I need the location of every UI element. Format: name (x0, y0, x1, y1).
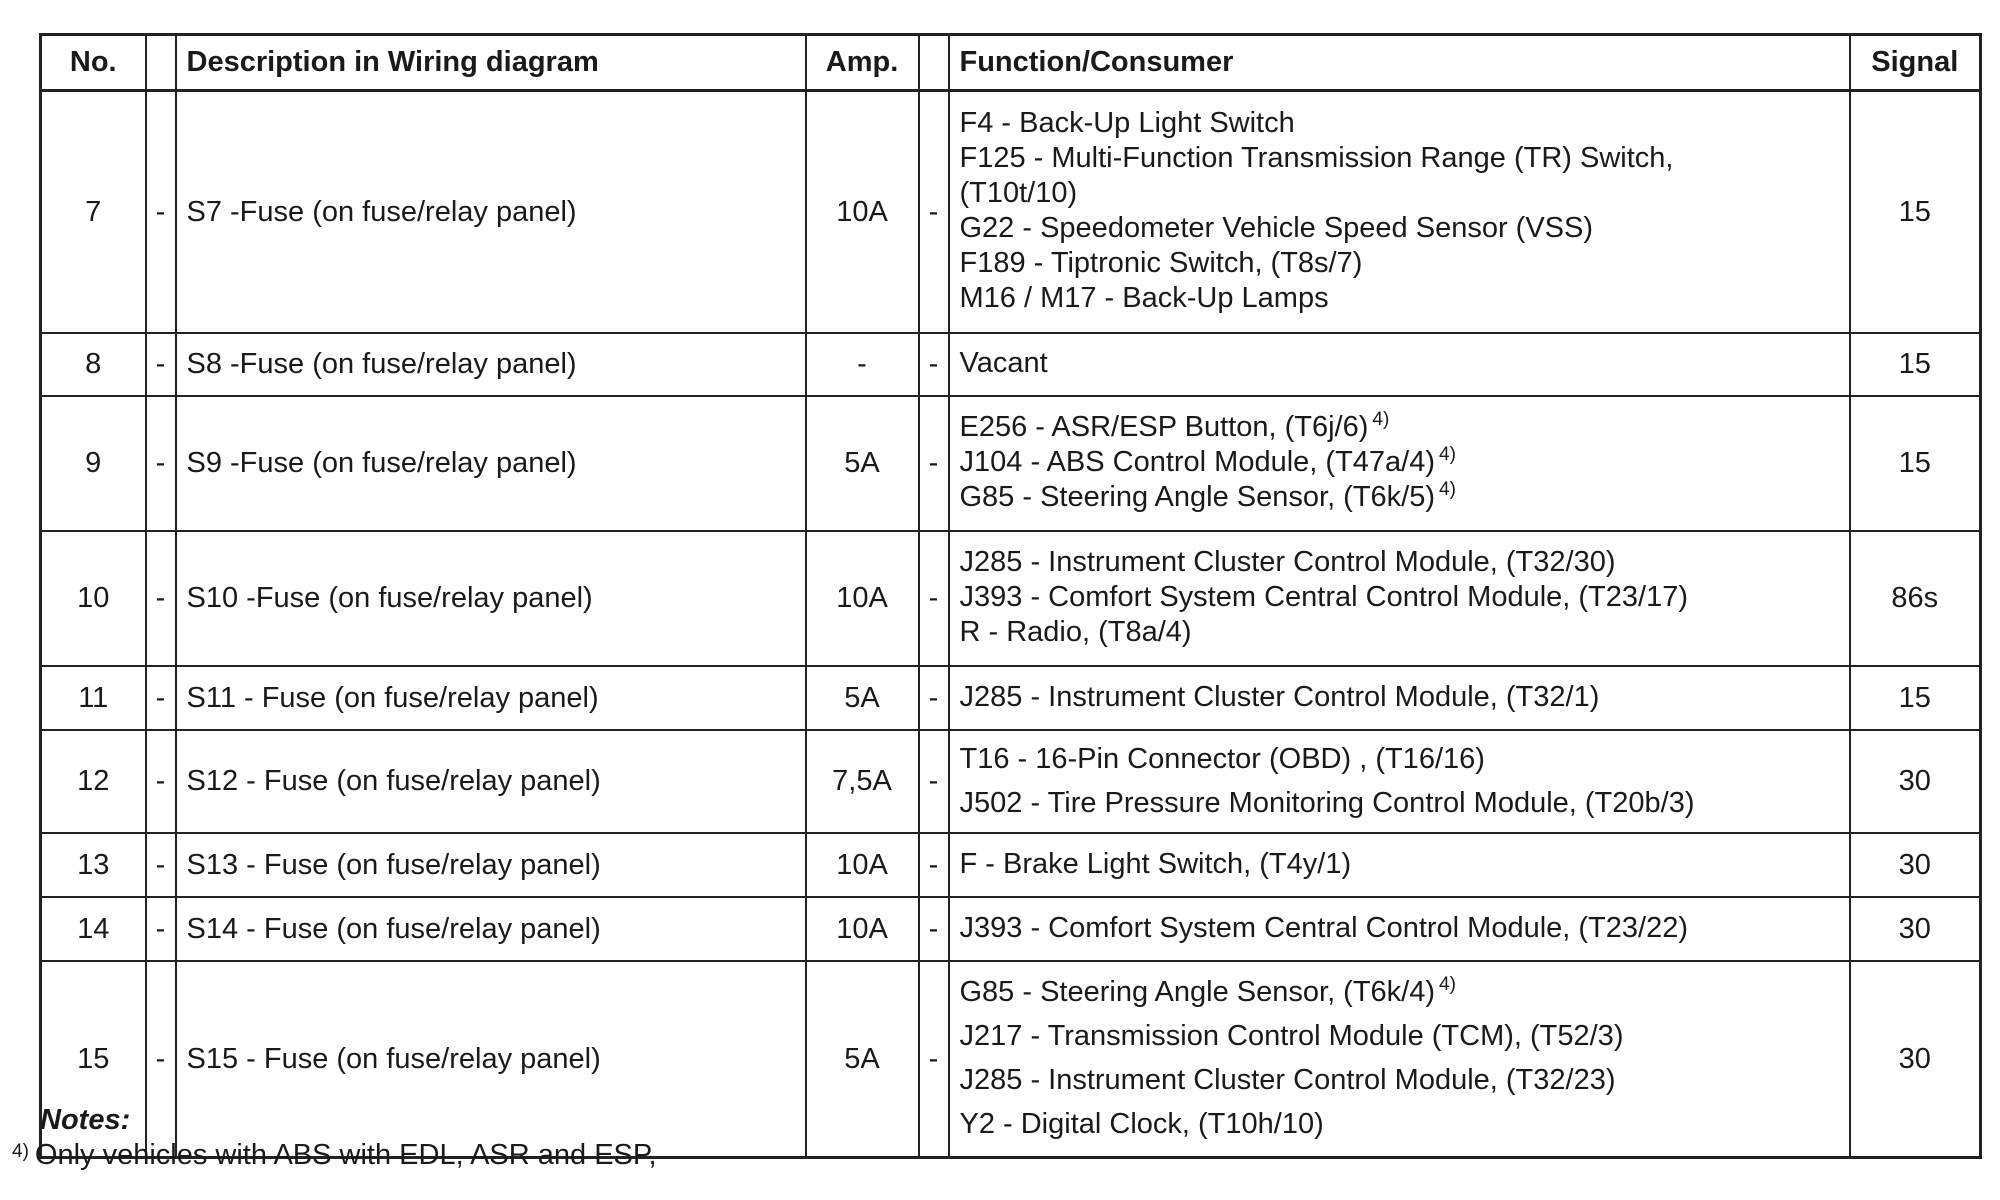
dash-cell: - (919, 396, 949, 531)
signal-value: 30 (1850, 961, 1981, 1158)
dash-cell: - (919, 897, 949, 961)
footnote-ref: 4) (1439, 444, 1456, 465)
function-line: J104 - ABS Control Module, (T47a/4) $^{4)}$ (959, 444, 1456, 478)
dash-cell: - (146, 531, 176, 666)
function-line: R - Radio, (T8a/4) (959, 616, 1192, 648)
fuse-description: S7 -Fuse (on fuse/relay panel) (176, 91, 806, 334)
header-dash (146, 35, 176, 91)
fuse-number: 14 (41, 897, 146, 961)
signal-value: 30 (1850, 897, 1981, 961)
fuse-amperage: 10A (806, 91, 919, 334)
function-line: F4 - Back-Up Light Switch (959, 107, 1295, 139)
function-line: Vacant (959, 347, 1048, 379)
dash-cell: - (146, 730, 176, 833)
dash-cell: - (919, 531, 949, 666)
dash-cell: - (146, 91, 176, 334)
function-line: J393 - Comfort System Central Control Module, (T23/22) (959, 911, 1688, 944)
fuse-number: 11 (41, 666, 146, 730)
dash-cell: - (919, 730, 949, 833)
table-row (41, 396, 1981, 531)
footnote-ref: 4) (1372, 409, 1390, 430)
function-line: G22 - Speedometer Vehicle Speed Sensor (VSS) (959, 212, 1594, 244)
fuse-number: 9 (41, 396, 146, 531)
function-consumer-cell (949, 730, 1850, 833)
fuse-amperage: - (806, 333, 919, 396)
table-row (41, 666, 1981, 730)
fuse-number: 8 (41, 333, 146, 396)
function-line: J285 - Instrument Cluster Control Module, (T32/23) (959, 1064, 1616, 1096)
fuse-description: S14 - Fuse (on fuse/relay panel) (176, 897, 806, 961)
fuse-description: S13 - Fuse (on fuse/relay panel) (176, 833, 806, 897)
function-consumer-cell (949, 396, 1850, 531)
header-row (41, 35, 1981, 91)
function-line: J217 - Transmission Control Module (TCM), (T52/3) (959, 1020, 1624, 1052)
fuse-number: 7 (41, 91, 146, 334)
signal-value: 15 (1850, 91, 1981, 334)
notes-section (12, 1103, 657, 1173)
header-signal: Signal (1850, 35, 1981, 91)
function-line: (T10t/10) (959, 177, 1078, 209)
table-row (41, 531, 1981, 666)
function-line: J502 - Tire Pressure Monitoring Control Module, (T20b/3) (959, 786, 1695, 819)
fuse-number: 13 (41, 833, 146, 897)
header-no: No. (41, 35, 146, 91)
function-line: T16 - 16-Pin Connector (OBD) , (T16/16) (959, 742, 1485, 775)
dash-cell: - (146, 833, 176, 897)
fuse-number: 10 (41, 531, 146, 666)
header-function: Function/Consumer (949, 35, 1850, 91)
signal-value: 15 (1850, 396, 1981, 531)
dash-cell: - (146, 666, 176, 730)
table-row (41, 833, 1981, 897)
footnote-ref: 4) (1439, 974, 1456, 995)
dash-cell: - (146, 897, 176, 961)
function-line: Y2 - Digital Clock, (T10h/10) (959, 1108, 1324, 1140)
dash-cell: - (146, 961, 176, 1158)
signal-value: 86s (1850, 531, 1981, 666)
function-line: G85 - Steering Angle Sensor, (T6k/4) $^{4)}$ (959, 974, 1456, 1008)
fuse-amperage: 10A (806, 531, 919, 666)
note-text: Only vehicles with ABS with EDL, ASR and ESP, (34, 1139, 657, 1171)
function-consumer-cell (949, 833, 1850, 897)
function-line: E256 - ASR/ESP Button, (T6j/6) $^{4)}$ (959, 409, 1390, 443)
fuse-amperage: 5A (806, 396, 919, 531)
function-line: F125 - Multi-Function Transmission Range (TR) Switch, (959, 142, 1674, 174)
table-row (41, 91, 1981, 334)
function-consumer-cell (949, 897, 1850, 961)
dash-cell: - (919, 666, 949, 730)
header-description: Description in Wiring diagram (176, 35, 806, 91)
fuse-description: S8 -Fuse (on fuse/relay panel) (176, 333, 806, 396)
note-marker: 4) (12, 1141, 29, 1162)
signal-value: 30 (1850, 833, 1981, 897)
fuse-number: 12 (41, 730, 146, 833)
fuse-amperage: 5A (806, 961, 919, 1158)
function-consumer-cell (949, 961, 1850, 1158)
signal-value: 15 (1850, 333, 1981, 396)
fuse-number: 15 (41, 961, 146, 1158)
function-line: F - Brake Light Switch, (T4y/1) (959, 847, 1352, 880)
note-item (12, 1138, 657, 1173)
header-dash-2 (919, 35, 949, 91)
function-line: G85 - Steering Angle Sensor, (T6k/5) $^{4)}$ (959, 479, 1456, 513)
fuse-amperage: 7,5A (806, 730, 919, 833)
dash-cell: - (146, 333, 176, 396)
fuse-description: S9 -Fuse (on fuse/relay panel) (176, 396, 806, 531)
signal-value: 15 (1850, 666, 1981, 730)
function-line: F189 - Tiptronic Switch, (T8s/7) (959, 247, 1363, 279)
function-line: J393 - Comfort System Central Control Module, (T23/17) (959, 581, 1688, 613)
notes-title: Notes: (40, 1104, 131, 1136)
fuse-amperage: 10A (806, 833, 919, 897)
dash-cell: - (919, 91, 949, 334)
function-consumer-cell (949, 531, 1850, 666)
dash-cell: - (146, 396, 176, 531)
signal-value: 30 (1850, 730, 1981, 833)
dash-cell: - (919, 833, 949, 897)
footnote-ref: 4) (1439, 479, 1456, 500)
fuse-description: S10 -Fuse (on fuse/relay panel) (176, 531, 806, 666)
function-line: J285 - Instrument Cluster Control Module, (T32/30) (959, 546, 1616, 578)
function-consumer-cell (949, 91, 1850, 334)
function-consumer-cell (949, 333, 1850, 396)
header-amp: Amp. (806, 35, 919, 91)
function-line: M16 / M17 - Back-Up Lamps (959, 282, 1329, 314)
fuse-description: S11 - Fuse (on fuse/relay panel) (176, 666, 806, 730)
fuse-amperage: 5A (806, 666, 919, 730)
fuse-description: S15 - Fuse (on fuse/relay panel) (176, 961, 806, 1158)
dash-cell: - (919, 333, 949, 396)
function-consumer-cell (949, 666, 1850, 730)
table-row (41, 730, 1981, 833)
dash-cell: - (919, 961, 949, 1158)
function-line: J285 - Instrument Cluster Control Module, (T32/1) (959, 680, 1600, 713)
fuse-table (39, 33, 1982, 1159)
fuse-description: S12 - Fuse (on fuse/relay panel) (176, 730, 806, 833)
fuse-amperage: 10A (806, 897, 919, 961)
table-row (41, 333, 1981, 396)
table-row (41, 897, 1981, 961)
